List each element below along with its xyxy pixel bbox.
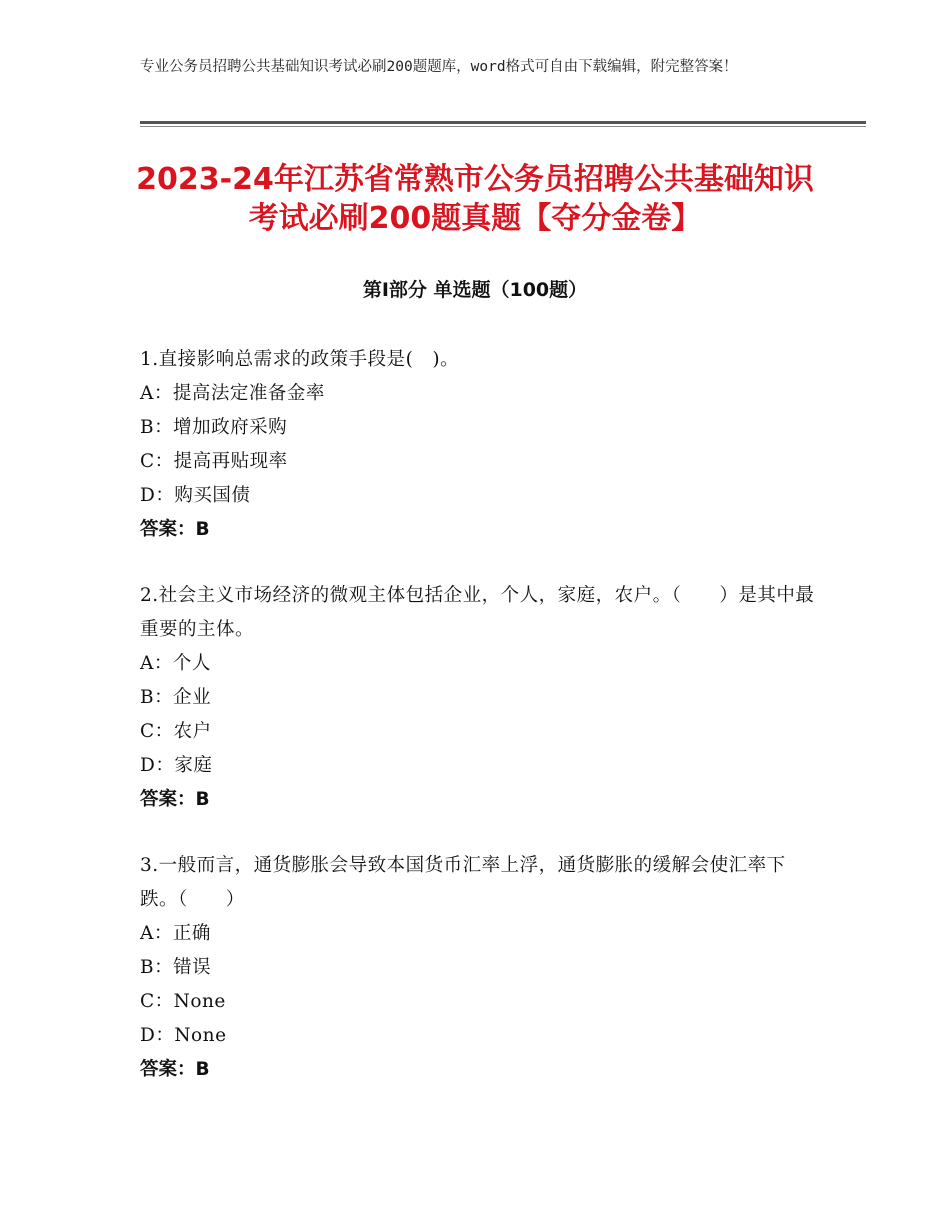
header-rule-thin bbox=[140, 126, 866, 127]
option-c: C：提高再贴现率 bbox=[140, 451, 288, 472]
answer-line: 答案：B bbox=[140, 789, 210, 810]
header-note: 专业公务员招聘公共基础知识考试必刷200题题库，word格式可自由下载编辑，附完整答案！ bbox=[140, 59, 738, 75]
option-b: B：增加政府采购 bbox=[140, 417, 288, 438]
option-b: B：企业 bbox=[140, 687, 212, 708]
document-title: 2023-24年江苏省常熟市公务员招聘公共基础知识考试必刷200题真题【夺分金卷】 bbox=[136, 162, 814, 236]
option-d: D：家庭 bbox=[140, 755, 213, 776]
header-rule-thick bbox=[140, 121, 866, 124]
option-b: B：错误 bbox=[140, 957, 212, 978]
question-2 bbox=[140, 579, 820, 817]
section-heading: 第Ⅰ部分 单选题（100题） bbox=[362, 279, 588, 301]
option-a: A：提高法定准备金率 bbox=[140, 383, 325, 404]
answer-line: 答案：B bbox=[140, 519, 210, 540]
option-c: C：None bbox=[140, 991, 226, 1012]
option-d: D：购买国债 bbox=[140, 485, 251, 506]
question-stem: 3.一般而言，通货膨胀会导致本国货币汇率上浮，通货膨胀的缓解会使汇率下跌。（ ） bbox=[140, 855, 786, 910]
answer-line: 答案：B bbox=[140, 1059, 210, 1080]
option-a: A：个人 bbox=[140, 653, 211, 674]
question-3 bbox=[140, 849, 820, 1087]
option-c: C：农户 bbox=[140, 721, 212, 742]
question-stem: 2.社会主义市场经济的微观主体包括企业，个人，家庭，农户。（ ）是其中最重要的主体。 bbox=[140, 585, 815, 640]
option-d: D：None bbox=[140, 1025, 227, 1046]
option-a: A：正确 bbox=[140, 923, 211, 944]
question-1 bbox=[140, 343, 820, 547]
question-stem: 1.直接影响总需求的政策手段是( )。 bbox=[140, 349, 460, 370]
question-list bbox=[140, 343, 820, 1119]
